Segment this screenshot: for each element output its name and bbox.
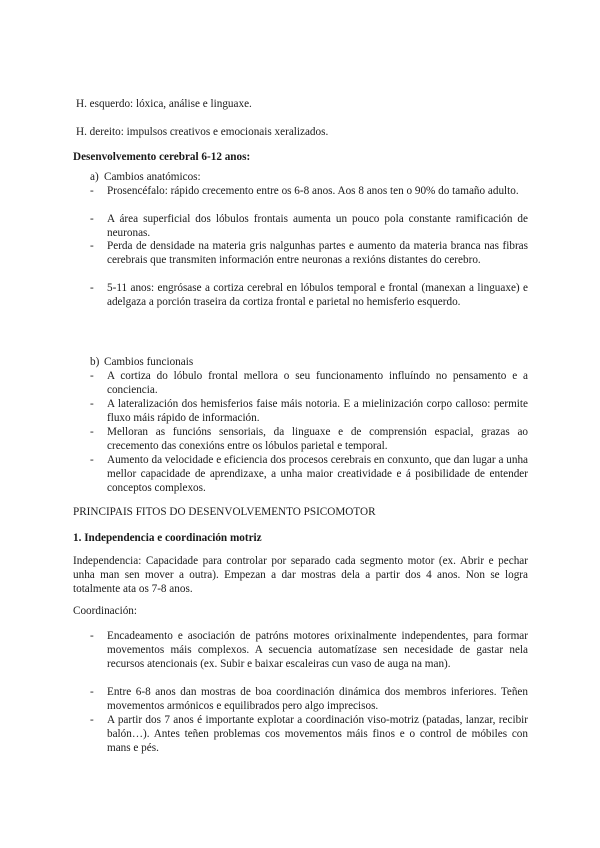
subsection-letter: a) (90, 171, 99, 183)
left-hemisphere-text: H. esquerdo: lóxica, análise e linguaxe. (76, 98, 252, 110)
bullet-dash: - (90, 630, 94, 642)
bullet-dash: - (90, 686, 94, 698)
list-item-text: A área superficial dos lóbulos frontais aumenta un pouco pola constante ramificación de neuronas. (107, 213, 528, 239)
list-item-text: Aumento da velocidade e eficiencia dos procesos cerebrais en conxunto, que dan lugar a unha mellor capacidade de aprendizaxe, a unha maior creatividade e á posibilidade de entender conceptos complexos. (107, 454, 528, 494)
bullet-dash: - (90, 185, 94, 197)
list-item (90, 713, 528, 755)
list-item (90, 281, 528, 309)
list-item (90, 425, 528, 453)
subsection-title: Cambios funcionais (104, 356, 194, 368)
independence-text: Capacidade para controlar por separado cada segmento motor (ex. Abrir e pechar unha man sen mover a outra). Empezan a dar mostras dela a partir dos 4 anos. Non se logra totalmente ata os 7-8 anos. (73, 555, 528, 595)
list-item (90, 397, 528, 425)
section-heading-cerebral: Desenvolvemento cerebral 6-12 anos: (73, 151, 251, 163)
list-item-text: Encadeamento e asociación de patróns motores orixinalmente independentes, para formar movementos máis complexos. A secuencia automatízase sen necesidade de gastar nela recursos atencionais (ex. Subir e baixar escaleiras cun vaso de auga na man). (107, 630, 528, 670)
bullet-dash: - (90, 714, 94, 726)
right-hemisphere-text: H. dereito: impulsos creativos e emocionais xeralizados. (76, 126, 329, 138)
list-item-text: A cortiza do lóbulo frontal mellora o seu funcionamento influíndo no pensamento e a conciencia. (107, 370, 528, 396)
list-item-text: 5-11 anos: engrósase a cortiza cerebral en lóbulos temporal e frontal (manexan a linguaxe) e adelgaza a porción traseira da cortiza frontal e parietal no hemisferio esquerdo. (107, 282, 528, 308)
independence-label: Independencia: (73, 555, 146, 567)
list-item (90, 212, 528, 240)
bullet-dash: - (90, 282, 94, 294)
subsection-title: Cambios anatómicos: (104, 171, 201, 183)
list-item (90, 369, 528, 397)
list-item-text: Entre 6-8 anos dan mostras de boa coordinación dinámica dos membros inferiores. Teñen movementos armónicos e equilibrados pero algo imprecisos. (107, 686, 528, 712)
subsection-heading-independence: 1. Independencia e coordinación motriz (73, 532, 262, 544)
bullet-dash: - (90, 398, 94, 410)
bullet-dash: - (90, 213, 94, 225)
list-item (90, 685, 528, 713)
list-item (90, 629, 528, 671)
list-item-text: Prosencéfalo: rápido crecemento entre os 6-8 anos. Aos 8 anos ten o 90% do tamaño adulto. (107, 185, 519, 197)
list-item-text: Perda de densidade na materia gris nalgunhas partes e aumento da materia branca nas fibras cerebrais que transmiten información entre neuronas a rexións distantes do cerebro. (107, 240, 528, 266)
bullet-dash: - (90, 426, 94, 438)
list-item (90, 453, 528, 495)
list-item (90, 184, 528, 198)
list-item-text: A partir dos 7 anos é importante explotar a coordinación viso-motriz (patadas, lanzar, recibir balón…). Antes teñen problemas cos movementos máis finos e o control de móbiles con mans e pés. (107, 714, 528, 754)
independence-paragraph (73, 554, 528, 596)
list-item-text: A lateralización dos hemisferios faise máis notoria. E a mielinización corpo calloso: permite fluxo máis rápido de información. (107, 398, 528, 424)
list-item-text: Melloran as funcións sensoriais, da linguaxe e de comprensión espacial, grazas ao crecemento das conexións entre os lóbulos parietal e temporal. (107, 426, 528, 452)
section-heading-milestones: PRINCIPAIS FITOS DO DESENVOLVEMENTO PSICOMOTOR (73, 506, 376, 518)
list-item (90, 239, 528, 267)
bullet-dash: - (90, 370, 94, 382)
bullet-dash: - (90, 454, 94, 466)
subsection-letter: b) (90, 356, 100, 368)
bullet-dash: - (90, 240, 94, 252)
coordination-label: Coordinación: (73, 605, 138, 617)
